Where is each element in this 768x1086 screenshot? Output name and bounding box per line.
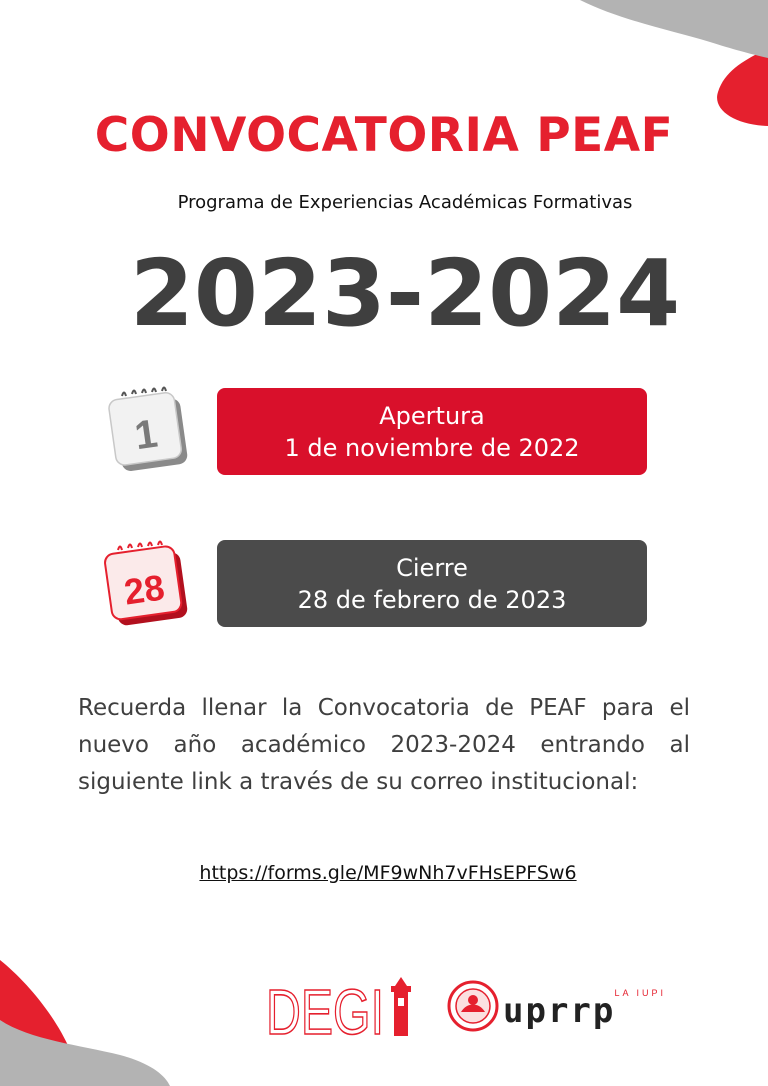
bottom-left-decoration [0, 960, 170, 1086]
form-link[interactable]: https://forms.gle/MF9wNh7vFHsEPFSw6 [199, 862, 577, 884]
uprrp-seal-icon [447, 980, 499, 1032]
degi-logo-text: DEGI [266, 976, 384, 1038]
page-title: CONVOCATORIA PEAF [94, 108, 674, 163]
program-subtitle: Programa de Experiencias Académicas Formativas [177, 192, 633, 213]
reminder-text: Recuerda llenar la Convocatoria de PEAF para el nuevo año académico 2023-2024 entrando al siguiente link a través de su correo institucional: [78, 695, 690, 795]
uprrp-wordmark [503, 990, 668, 1030]
closing-date: 28 de febrero de 2023 [297, 585, 567, 614]
opening-date: 1 de noviembre de 2022 [284, 433, 580, 462]
degi-logo [266, 976, 416, 1038]
calendar-1-number: 1 [132, 411, 161, 459]
closing-label: Cierre [396, 553, 468, 582]
uprrp-tagline: LA IUPI [614, 988, 666, 998]
opening-label: Apertura [379, 401, 485, 430]
calendar-28-icon [100, 540, 196, 632]
opening-date-box [217, 388, 647, 475]
academic-years: 2023-2024 [129, 240, 681, 347]
calendar-1-icon [104, 386, 196, 478]
uprrp-text: uprrp [503, 991, 616, 1031]
calendar-28-number: 28 [121, 566, 167, 613]
closing-date-box [217, 540, 647, 627]
